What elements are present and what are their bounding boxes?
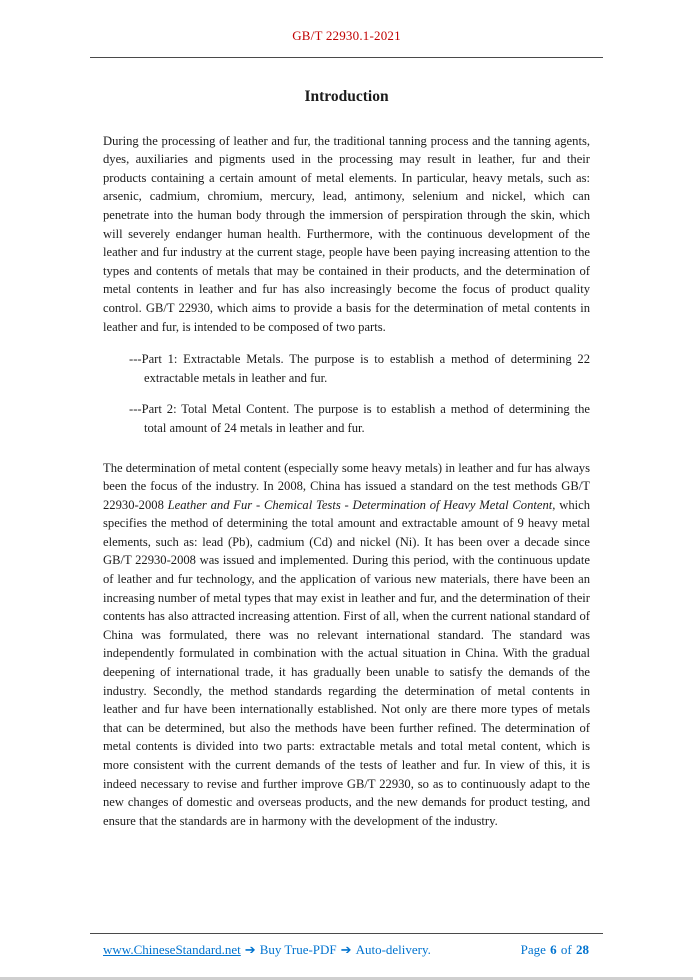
page-number-current: 6 — [550, 942, 557, 957]
footer-rule — [90, 933, 603, 934]
paragraph-background — [103, 459, 590, 831]
page-label: Page — [520, 942, 546, 957]
auto-delivery-text: Auto-delivery. — [355, 942, 431, 957]
paragraph-background-text: The determination of metal content (especially some heavy metals) in leather and fur has always been the focus of the industry. In 2008, China has issued a standard on the test methods GB/T 22930-2008 — [103, 460, 590, 512]
page-number-total: 28 — [576, 942, 589, 957]
page-indicator — [521, 942, 590, 958]
part-2-item: ---Part 2: Total Metal Content. The purpose is to establish a method of determining the total amount of 24 metals in leather and fur. — [129, 402, 590, 435]
part-1-item: ---Part 1: Extractable Metals. The purpose is to establish a method of determining 22 extractable metals in leather and fur. — [129, 352, 590, 385]
page-footer — [0, 933, 693, 980]
buy-true-pdf-text: Buy True-PDF — [259, 942, 337, 957]
footer-row — [103, 942, 590, 958]
arrow-icon: ➔ — [244, 942, 256, 957]
document-body — [103, 88, 590, 830]
of-label: of — [560, 942, 572, 957]
paragraph-intro: During the processing of leather and fur, the traditional tanning process and the tanning agents, dyes, auxiliaries and pigments used in the processing may result in leather, fur and their products containing a certain amount of metal elements. In particular, heavy metals, such as: arsenic, cadmium, chromium, mercury, lead, antimony, selenium and nickel, which can penetrate into the human body through the immersion of perspiration through the skin, which will severely endanger human health. Furthermore, with the continuous development of the leather and fur industry at the current stage, people have been paying increasing attention to the types and contents of metals that may be contained in their products, and the determination of metal contents in leather and fur has also increasingly become the focus of product quality control. GB/T 22930, which aims to provide a basis for the determination of metal contents in leather and fur, is intended to be composed of two parts. — [103, 133, 590, 334]
paragraph-background-text-continued: , which specifies the method of determining the total amount and extractable amount of 9 heavy metal elements, such as: lead (Pb), cadmium (Cd) and nickel (Ni). It has been over a decade since GB/T 22930-2008 was issued and implemented. During this period, with the continuous update of leather and fur technology, and the application of various new materials, there have been an increasing number of metal types that may exist in leather and fur, and the determination of their contents has also attracted increasing attention. First of all, when the current national standard of China was formulated, there was no relevant international standard. The standard was independently formulated in combination with the actual situation in China. With the gradual deepening of international trade, it has gradually been unable to satisfy the demands of the industry. Secondly, the method standards regarding the determination of metal contents in leather and fur have been internationally established. Not only are there more types of metals that can be determined, but also the methods have been further refined. The determination of metal contents is divided into two parts: extractable metals and total metal content, which is more consistent with the current demands of the tests of leather and fur. In view of this, it is indeed necessary to revise and further improve GB/T 22930, so as to continuously adapt to the new changes of domestic and overseas products, and the new demands for product testing, and ensure that the standards are in harmony with the development of the industry. — [103, 497, 591, 828]
document-number: GB/T 22930.1-2021 — [292, 28, 401, 43]
header-rule — [90, 57, 603, 58]
section-title: Introduction — [304, 88, 389, 105]
page-header — [0, 0, 693, 58]
website-link[interactable]: www.ChineseStandard.net — [103, 942, 241, 957]
arrow-icon: ➔ — [340, 942, 352, 957]
footer-promo — [103, 942, 431, 958]
cited-standard-title: Leather and Fur - Chemical Tests - Determination of Heavy Metal Content — [167, 497, 553, 512]
